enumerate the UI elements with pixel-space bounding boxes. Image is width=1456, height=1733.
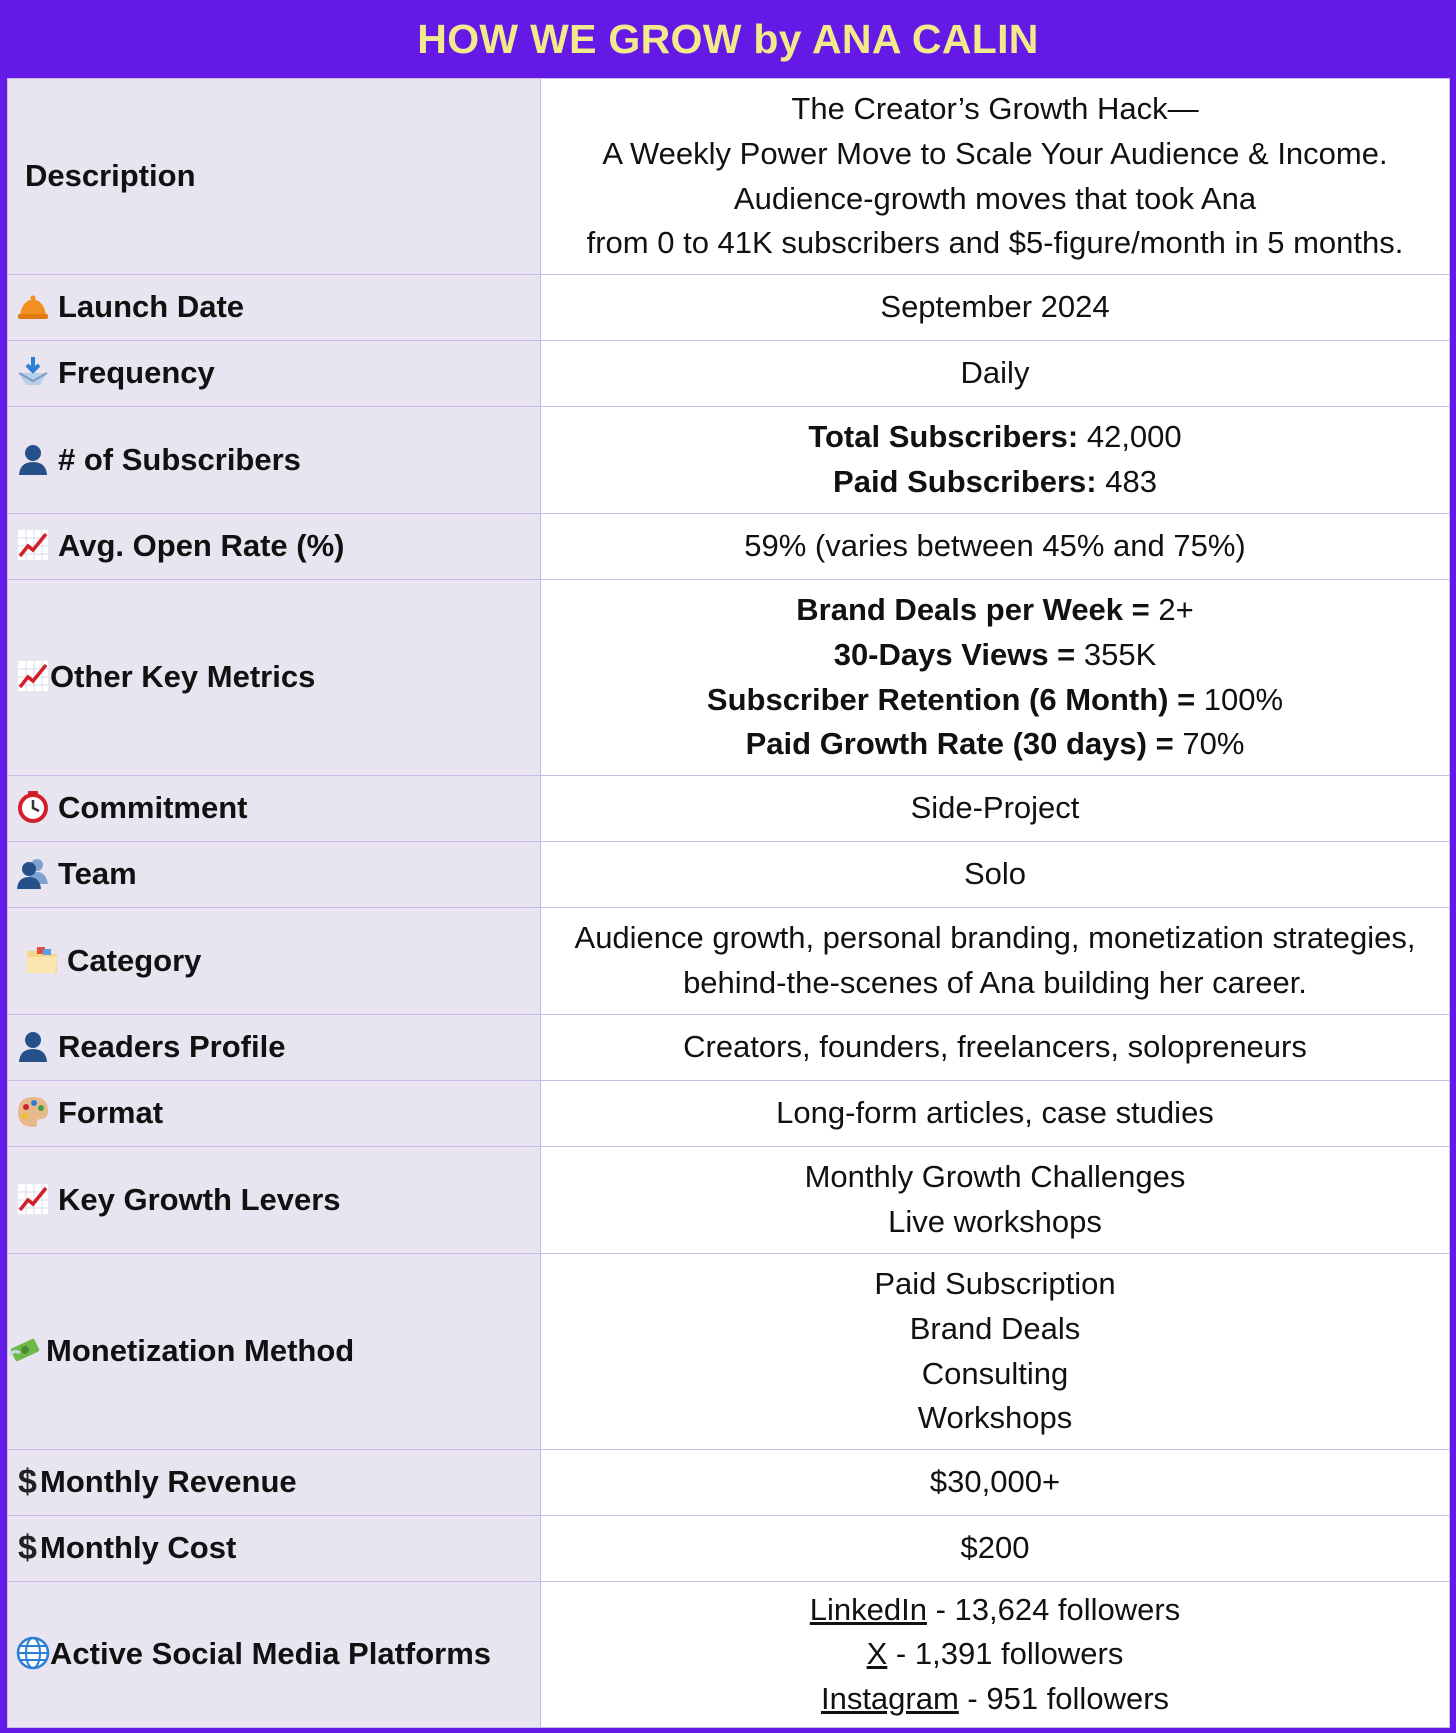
total-subscribers-value: 42,000 [1078,419,1182,455]
row-label-text: Category [67,942,202,978]
svg-text:$: $ [18,1530,37,1565]
bell-icon [16,289,50,323]
row-label [8,842,541,908]
row-value [541,1147,1450,1254]
row-label-text: Team [58,856,137,892]
metric-label: 30-Days Views = [833,636,1076,672]
linkedin-followers: - 13,624 followers [926,1591,1181,1627]
row-monetization-method [8,1254,1450,1450]
monetization-item: Paid Subscription [874,1266,1116,1302]
row-label [8,1582,541,1728]
category-line: Audience growth, personal branding, monetization strategies, [574,920,1416,956]
row-label-text: Active Social Media Platforms [50,1636,492,1672]
row-value [541,1582,1450,1728]
row-value: 59% (varies between 45% and 75%) [541,514,1450,580]
row-label [8,1254,541,1450]
alarm-clock-icon [16,790,50,824]
artist-palette-icon [16,1095,50,1129]
metric-value: 2+ [1149,592,1194,628]
paid-subscribers [553,460,1437,505]
svg-text:$: $ [18,1464,37,1499]
row-value: Solo [541,842,1450,908]
row-label [8,908,541,1015]
row-key-growth-levers [8,1147,1450,1254]
row-label-text: Readers Profile [58,1029,286,1065]
row-label-text: Commitment [58,790,248,826]
page-title: HOW WE GROW by ANA CALIN [417,15,1039,62]
row-value [541,79,1450,275]
person-silhouette-icon [16,442,50,476]
row-label [8,341,541,407]
row-label-text: Launch Date [58,289,245,325]
row-open-rate [8,514,1450,580]
row-label-text: Key Growth Levers [58,1181,341,1217]
row-label-text: Frequency [58,355,215,391]
row-monthly-cost [8,1516,1450,1582]
metric-label: Subscriber Retention (6 Month) = [706,681,1196,717]
row-label [8,79,541,275]
social-platform-x [553,1632,1437,1677]
growth-lever-item: Live workshops [888,1204,1102,1239]
growth-lever-item: Monthly Growth Challenges [804,1159,1186,1195]
social-platform-linkedin [553,1588,1437,1633]
row-label [8,1450,541,1516]
metric-value: 70% [1173,726,1245,762]
row-launch-date [8,275,1450,341]
row-label-text: Avg. Open Rate (%) [58,528,345,564]
row-social-platforms [8,1582,1450,1728]
inbox-tray-icon [16,355,50,389]
folder-icon [25,943,59,977]
row-label [8,275,541,341]
row-label [8,1081,541,1147]
chart-increasing-icon [16,659,50,693]
row-label [8,514,541,580]
description-line: from 0 to 41K subscribers and $5-figure/month in 5 months. [586,225,1404,261]
row-subscribers [8,407,1450,514]
row-label-text: Monthly Revenue [40,1464,297,1500]
category-line: behind-the-scenes of Ana building her career. [683,965,1307,1000]
x-link[interactable]: X [866,1636,888,1672]
description-line: A Weekly Power Move to Scale Your Audience & Income. [602,135,1388,171]
linkedin-link[interactable]: LinkedIn [809,1591,927,1627]
row-label [8,1015,541,1081]
instagram-link[interactable]: Instagram [820,1680,959,1716]
row-label [8,1147,541,1254]
instagram-followers: - 951 followers [958,1680,1170,1716]
row-team [8,842,1450,908]
dollar-sign-icon [16,1464,38,1498]
row-label [8,407,541,514]
social-platform-instagram [553,1677,1437,1722]
row-label [8,776,541,842]
metric-item [553,633,1437,678]
row-monthly-revenue [8,1450,1450,1516]
description-line: The Creator’s Growth Hack— [791,91,1199,127]
person-silhouette-icon [16,1029,50,1063]
row-label-text: Monetization Method [46,1333,355,1369]
row-readers-profile [8,1015,1450,1081]
metric-item [553,722,1437,767]
total-subscribers-label: Total Subscribers: [808,419,1079,455]
chart-increasing-icon [16,1182,50,1216]
row-value: Long-form articles, case studies [541,1081,1450,1147]
row-format [8,1081,1450,1147]
row-label-text: Description [25,158,196,194]
row-label-text: Monthly Cost [40,1530,237,1566]
metric-label: Brand Deals per Week = [796,592,1150,628]
paid-subscribers-label: Paid Subscribers: [833,464,1097,499]
paid-subscribers-value: 483 [1096,464,1157,499]
metric-label: Paid Growth Rate (30 days) = [745,726,1174,762]
row-value: $200 [541,1516,1450,1582]
dollar-sign-icon [16,1530,38,1564]
monetization-item: Workshops [917,1400,1073,1436]
row-commitment [8,776,1450,842]
monetization-item: Consulting [921,1355,1069,1391]
chart-increasing-icon [16,528,50,562]
globe-icon [16,1636,50,1670]
money-with-wings-icon [8,1333,42,1367]
row-label [8,1516,541,1582]
row-frequency [8,341,1450,407]
row-value: Side-Project [541,776,1450,842]
people-silhouette-icon [16,856,50,890]
row-label-text: Other Key Metrics [50,659,316,695]
monetization-item: Brand Deals [909,1310,1081,1346]
row-label-text: Format [58,1095,164,1131]
row-description [8,79,1450,275]
row-value [541,1254,1450,1450]
row-value [541,908,1450,1015]
metric-value: 355K [1075,636,1157,672]
row-value [541,407,1450,514]
row-value [541,580,1450,776]
metric-value: 100% [1195,681,1284,717]
row-category [8,908,1450,1015]
newsletter-profile-table [7,78,1450,1728]
description-line: Audience-growth moves that took Ana [733,180,1257,216]
row-value: September 2024 [541,275,1450,341]
row-other-metrics [8,580,1450,776]
metric-item [553,678,1437,723]
row-value: $30,000+ [541,1450,1450,1516]
metric-item [553,588,1437,633]
row-value: Daily [541,341,1450,407]
total-subscribers [553,415,1437,460]
row-label-text: # of Subscribers [58,441,301,477]
row-label [8,580,541,776]
x-followers: - 1,391 followers [887,1636,1124,1672]
row-value: Creators, founders, freelancers, solopreneurs [541,1015,1450,1081]
